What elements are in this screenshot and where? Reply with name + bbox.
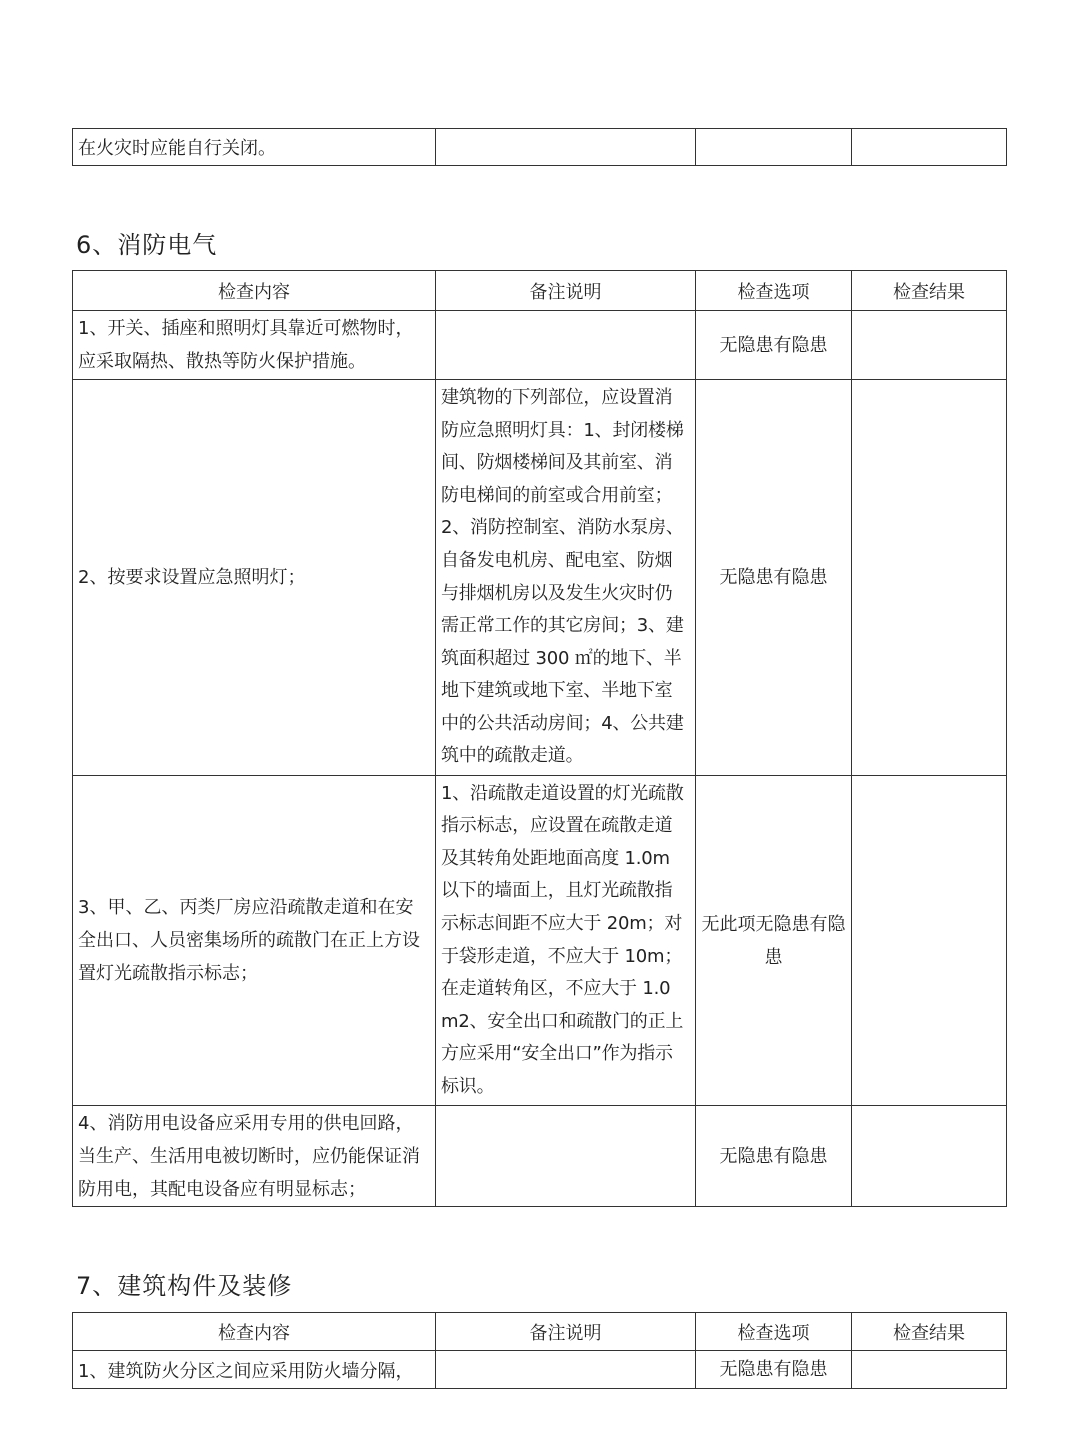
header-row bbox=[73, 1313, 1007, 1351]
check-result-cell[interactable] bbox=[852, 380, 1007, 776]
note-cell bbox=[436, 311, 696, 380]
check-option-cell[interactable]: 无隐患有隐患 bbox=[696, 1351, 852, 1389]
header-check-result: 检查结果 bbox=[852, 271, 1007, 311]
header-row bbox=[73, 271, 1007, 311]
check-content-cell: 1、开关、插座和照明灯具靠近可燃物时，应采取隔热、散热等防火保护措施。 bbox=[73, 311, 436, 380]
check-content-cell: 2、按要求设置应急照明灯； bbox=[73, 380, 436, 776]
continuation-table bbox=[72, 128, 1007, 166]
check-option-cell[interactable]: 无隐患有隐患 bbox=[696, 380, 852, 776]
section-7-table bbox=[72, 1312, 1007, 1389]
note-cell: 建筑物的下列部位，应设置消防应急照明灯具：1、封闭楼梯间、防烟楼梯间及其前室、消防电梯间的前室或合用前室；2、消防控制室、消防水泵房、自备发电机房、配电室、防烟与排烟机房以及发生火灾时仍需正常工作的其它房间；3、建筑面积超过 300 ㎡的地下、半地下建筑或地下室、半地下室中的公共活动房间；4、公共建筑中的疏散走道。 bbox=[436, 380, 696, 776]
header-check-content: 检查内容 bbox=[73, 1313, 436, 1351]
header-note: 备注说明 bbox=[436, 271, 696, 311]
note-cell: 1、沿疏散走道设置的灯光疏散指示标志，应设置在疏散走道及其转角处距地面高度 1.0m 以下的墙面上，且灯光疏散指示标志间距不应大于 20m；对于袋形走道，不应大于 10m；在走道转角区，不应大于 1.0 m2、安全出口和疏散门的正上方应采用“安全出口”作为指示标识。 bbox=[436, 776, 696, 1106]
table-row bbox=[73, 776, 1007, 1106]
check-option-cell[interactable]: 无隐患有隐患 bbox=[696, 311, 852, 380]
header-check-content: 检查内容 bbox=[73, 271, 436, 311]
note-cell bbox=[436, 1106, 696, 1207]
check-content-cell: 在火灾时应能自行关闭。 bbox=[73, 129, 436, 166]
check-result-cell[interactable] bbox=[852, 1351, 1007, 1389]
table-row bbox=[73, 129, 1007, 166]
check-result-cell[interactable] bbox=[852, 129, 1007, 166]
check-content-cell: 3、甲、乙、丙类厂房应沿疏散走道和在安全出口、人员密集场所的疏散门在正上方设置灯光疏散指示标志； bbox=[73, 776, 436, 1106]
check-option-cell[interactable] bbox=[696, 129, 852, 166]
check-option-cell[interactable]: 无此项无隐患有隐患 bbox=[696, 776, 852, 1106]
header-check-option: 检查选项 bbox=[696, 271, 852, 311]
note-cell bbox=[436, 129, 696, 166]
table-row bbox=[73, 1106, 1007, 1207]
check-content-cell: 1、建筑防火分区之间应采用防火墙分隔， bbox=[73, 1351, 436, 1389]
check-result-cell[interactable] bbox=[852, 1106, 1007, 1207]
table-row bbox=[73, 311, 1007, 380]
note-cell bbox=[436, 1351, 696, 1389]
check-option-cell[interactable]: 无隐患有隐患 bbox=[696, 1106, 852, 1207]
section-6-table bbox=[72, 270, 1007, 1207]
header-check-result: 检查结果 bbox=[852, 1313, 1007, 1351]
check-content-cell: 4、消防用电设备应采用专用的供电回路，当生产、生活用电被切断时，应仍能保证消防用电，其配电设备应有明显标志； bbox=[73, 1106, 436, 1207]
check-result-cell[interactable] bbox=[852, 311, 1007, 380]
header-note: 备注说明 bbox=[436, 1313, 696, 1351]
section-7-title: 7、建筑构件及装修 bbox=[76, 1272, 293, 1300]
section-6-title: 6、消防电气 bbox=[76, 231, 218, 259]
table-row bbox=[73, 380, 1007, 776]
check-result-cell[interactable] bbox=[852, 776, 1007, 1106]
header-check-option: 检查选项 bbox=[696, 1313, 852, 1351]
table-row bbox=[73, 1351, 1007, 1389]
